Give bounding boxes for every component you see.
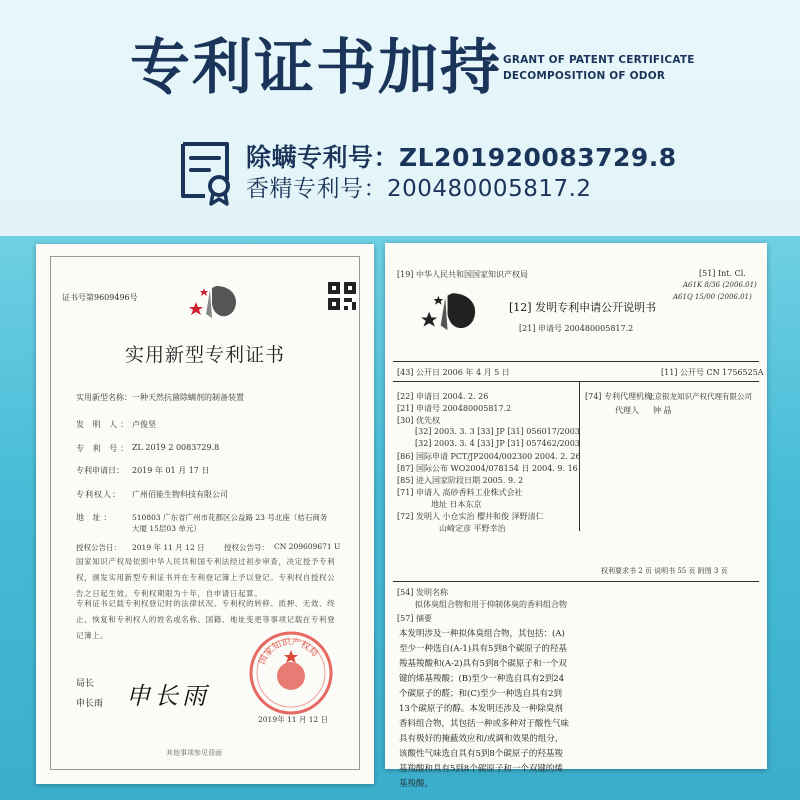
director-label: 局长	[76, 679, 95, 689]
english-subtitle	[503, 52, 695, 84]
int-cl-2: A61Q 15/00 (2006.01)	[673, 293, 752, 301]
left-row-2: [30] 优先权	[397, 416, 440, 425]
left-row-6: [87] 国际公布 WO2004/078154 日 2004. 9. 16	[397, 464, 578, 473]
fragrance-patent-number: 香精专利号：200480005817.2	[246, 176, 592, 202]
left-row-7: [85] 进入国家阶段日期 2005. 9. 2	[397, 476, 524, 485]
patent-publication-document	[385, 243, 767, 789]
row-value-name: 一种天然抗菌除螨剂的制备装置	[132, 393, 244, 402]
divider-line	[393, 381, 759, 382]
grant-date-label: 授权公告日：	[76, 543, 121, 552]
row-value-inventor: 卢俊坚	[132, 420, 156, 429]
row-value-address: 510803 广东省广州市花都区公益路 23 号北座（桔石商务	[132, 513, 328, 522]
row-value-patent-no: ZL 2019 2 0083729.8	[132, 443, 220, 452]
certificate-number: 证书号第9609496号	[62, 293, 138, 302]
mite-patent-number: 除螨专利号：ZL201920083729.8	[246, 143, 677, 172]
left-row-9: 地址 日本东京	[431, 500, 482, 509]
publication-title: [12] 发明专利申请公开说明书	[509, 301, 657, 314]
cnipa-logo-icon	[186, 284, 244, 324]
certificate-body-text-2: 专利证书记载专利权登记时的法律状况。专利权的转移、质押、无效、终止、恢复和专利权人的姓名或名称、国籍、地址变更等事项记载在专利登记簿上。	[76, 599, 336, 640]
row-label-patent-no: 专 利 号：	[76, 444, 132, 453]
int-cl-1: A61K 8/36 (2006.01)	[683, 281, 757, 289]
certificate-body-text: 国家知识产权局依照中华人民共和国专利法经过初步审查，决定授予专利权，颁发实用新型专利证书并在专利登记簿上予以登记。专利权自授权公告之日起生效。专利权期限为十年，自申请日起算。	[76, 557, 336, 598]
qr-code-icon	[328, 282, 356, 310]
left-row-3: [32] 2003. 3. 3 [33] JP [31] 056017/2003	[415, 427, 580, 436]
row-label-name: 实用新型名称：	[76, 393, 132, 402]
claims-info: 权利要求书 2 页 说明书 55 页 附图 3 页	[601, 567, 728, 575]
row-value-apply-date: 2019 年 01 月 17 日	[132, 466, 210, 475]
publication-date: [43] 公开日 2006 年 4 月 5 日	[397, 368, 510, 377]
invention-name-label: [54] 发明名称	[397, 588, 448, 597]
abstract-label: [57] 摘要	[397, 614, 432, 623]
agent-name: 钟 晶	[653, 406, 672, 415]
issuing-country: [19] 中华人民共和国国家知识产权局	[397, 270, 528, 279]
left-row-10: [72] 发明人 小仓实治 樱井和俊 泽野清仁	[397, 512, 544, 521]
abstract-text: 本发明涉及一种拟体臭组合物，其包括：(A)至少一种选自(A-1)具有5到8个碳原子的羟基羧基羧酸和(A-2)具有5到8个碳原子和一个双键的烯基羧酸；(B)至少一种选自具有2到24个碳原子的醛；和(C)至少一种选自具有2到13个碳原子的醇。本发明还涉及一种除臭剂香料组合物，其包括一种或多种对于酸性气味具有极好的掩蔽效应和/或调和效果的组分，该酸性气味选自具有5到8个碳原子的羟基羧基羧酸和具有5到8个碳原子和一个双键的烯基羧酸。	[399, 629, 570, 789]
grant-number-label: 授权公告号：	[224, 543, 269, 552]
certificate-title: 实用新型专利证书	[124, 344, 285, 366]
divider-line	[393, 581, 759, 582]
left-row-4: [32] 2003. 3. 4 [33] JP [31] 057462/2003	[415, 439, 580, 448]
director-name: 申长雨	[76, 699, 104, 709]
agent-label: 代理人	[615, 406, 639, 415]
official-seal-icon	[248, 630, 334, 716]
utility-model-certificate	[36, 244, 374, 784]
seal-date: 2019年 11 月 12 日	[258, 715, 329, 724]
grant-date: 2019 年 11 月 12 日	[132, 543, 205, 552]
agency-label: [74] 专利代理机构	[585, 392, 652, 401]
row-value-address-2: 大厦 15层03 单元）	[132, 524, 201, 533]
seal-text: 国家知识产权局	[257, 637, 320, 667]
left-row-5: [86] 国际申请 PCT/JP2004/002300 2004. 2. 26	[397, 452, 581, 461]
left-row-11: 山崎定彦 平野幸治	[439, 524, 506, 533]
row-label-apply-date: 专利申请日：	[76, 466, 124, 475]
row-value-owner: 广州佰能生物科技有限公司	[132, 490, 228, 499]
cnipa-logo-icon	[415, 291, 487, 337]
row-label-address: 地 址：	[76, 513, 115, 522]
row-label-inventor: 发 明 人：	[76, 420, 132, 429]
invention-name: 拟体臭组合物和用于抑制体臭的香料组合物	[415, 600, 567, 609]
application-number: [21] 申请号 200480005817.2	[519, 324, 634, 333]
publication-number: [11] 公开号 CN 1756525A	[661, 368, 764, 377]
divider-line	[393, 361, 759, 362]
row-label-owner: 专利权人：	[76, 490, 121, 499]
int-cl-label: [51] Int. Cl.	[699, 269, 746, 278]
left-row-8: [71] 申请人 高砂香料工业株式会社	[397, 488, 523, 497]
certificate-icon	[175, 140, 235, 206]
grant-number: CN 209609671 U	[274, 542, 341, 551]
subtitle-line-1: GRANT OF PATENT CERTIFICATE	[503, 54, 695, 66]
qr-code	[328, 282, 356, 310]
left-row-0: [22] 申请日 2004. 2. 26	[397, 392, 489, 401]
agency-name: 北京银龙知识产权代理有限公司	[647, 392, 752, 401]
subtitle-line-2: DECOMPOSITION OF ODOR	[503, 70, 666, 82]
left-row-1: [21] 申请号 200480005817.2	[397, 404, 512, 413]
page-title: 专利证书加持	[130, 33, 502, 103]
director-signature: 申长雨	[126, 682, 210, 710]
certificate-footer: 其他事项参见背面	[166, 749, 222, 757]
